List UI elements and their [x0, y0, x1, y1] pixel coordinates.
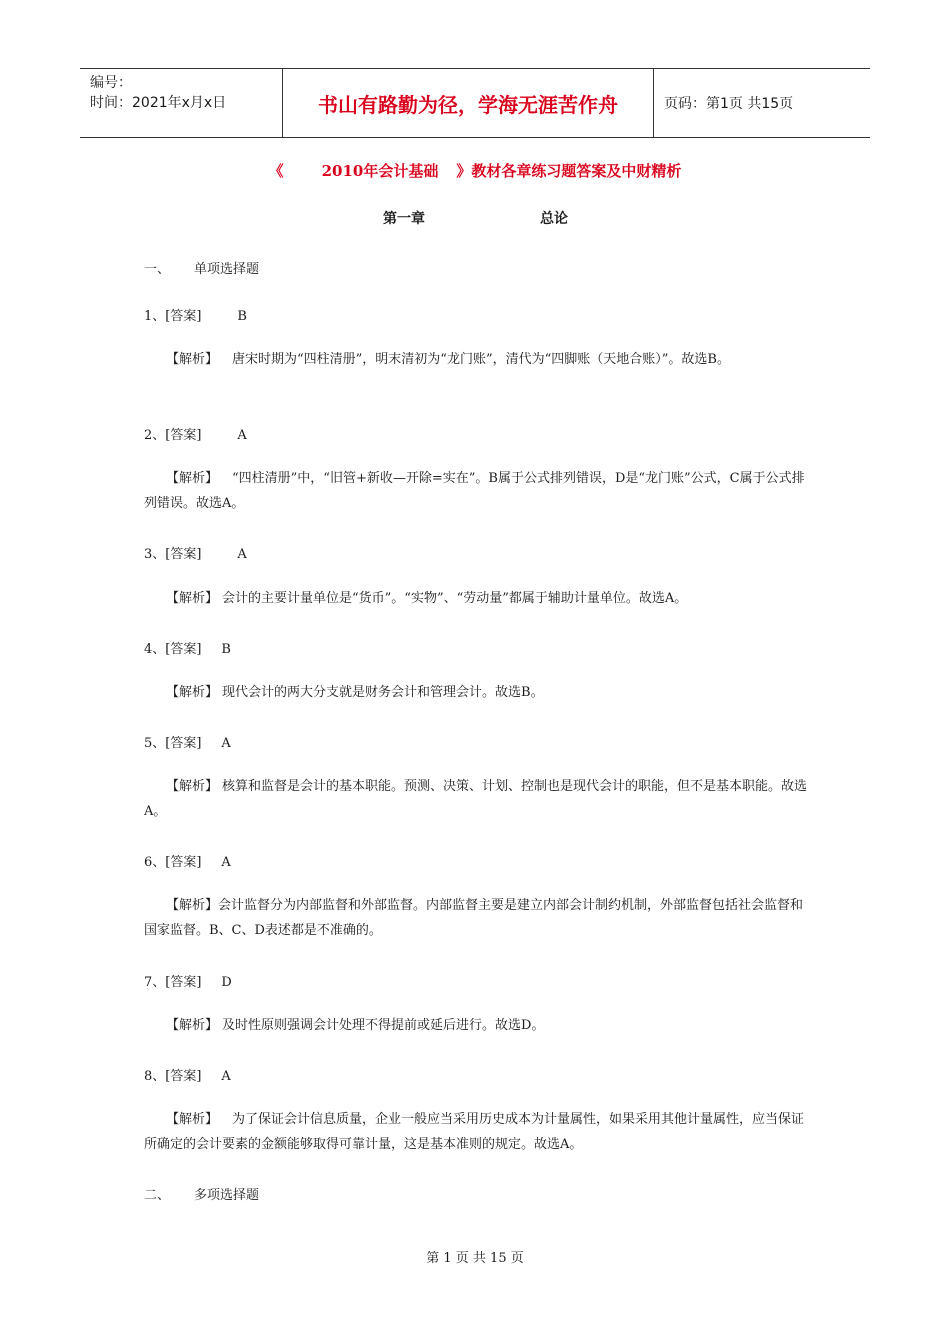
analysis-text: 唐宋时期为“四柱清册”，明末清初为“龙门账”，清代为“四脚账（天地合账）”。故选B。: [232, 352, 730, 367]
analysis-tag: 【解析】: [166, 779, 219, 794]
answer-line: [144, 732, 231, 751]
answer-value: A: [237, 547, 247, 562]
chapter-name: 总论: [540, 211, 568, 227]
answer-value: D: [221, 975, 232, 990]
analysis-text: 为了保证会计信息质量，企业一般应当采用历史成本为计量属性，如果采用其他计量属性，应当保证所确定的会计要素的金额能够取得可靠计量，这是基本准则的规定。故选A。: [144, 1112, 805, 1152]
section-name: 单项选择题: [194, 262, 260, 277]
title-text: 2010年会计基础: [321, 162, 439, 180]
answer-line: [144, 424, 247, 443]
analysis-text: 核算和监督是会计的基本职能。预测、决策、计划、控制也是现代会计的职能，但不是基本职能。故选A。: [144, 779, 808, 819]
analysis-text: 现代会计的两大分支就是财务会计和管理会计。故选B。: [222, 685, 544, 700]
answer-label: 1、[答案]: [144, 309, 202, 324]
analysis-paragraph: [144, 893, 808, 943]
answer-label: 3、[答案]: [144, 547, 202, 562]
analysis-text: 会计监督分为内部监督和外部监督。内部监督主要是建立内部会计制约机制，外部监督包括社会监督和国家监督。B、C、D表述都是不准确的。: [144, 898, 804, 938]
analysis-tag: 【解析】: [166, 591, 219, 606]
title-close: 》教材各章练习题答案及中财精析: [456, 162, 682, 180]
page-info: 页码：第1页 共15页: [664, 96, 794, 112]
answer-label: 7、[答案]: [144, 975, 202, 990]
analysis-tag: 【解析】: [166, 1112, 219, 1127]
analysis-tag: 【解析】: [166, 898, 219, 913]
answer-value: A: [221, 855, 231, 870]
analysis-paragraph: [144, 466, 808, 516]
analysis-paragraph: [144, 1107, 808, 1157]
header-table: [80, 68, 870, 138]
analysis-text: 及时性原则强调会计处理不得提前或延后进行。故选D。: [222, 1018, 545, 1033]
analysis-tag: 【解析】: [166, 352, 219, 367]
page-footer: 第 1 页 共 15 页: [426, 1251, 524, 1266]
analysis-tag: 【解析】: [166, 471, 219, 486]
motto: 书山有路勤为径，学海无涯苦作舟: [282, 69, 654, 137]
number-label: 编号：: [90, 75, 132, 91]
document-title: [0, 160, 950, 181]
answer-label: 6、[答案]: [144, 855, 202, 870]
answer-label: 5、[答案]: [144, 736, 202, 751]
date-label: 时间：2021年x月x日: [90, 95, 227, 111]
answer-value: B: [221, 642, 231, 657]
analysis-text: 会计的主要计量单位是“货币”。“实物”、“劳动量”都属于辅助计量单位。故选A。: [222, 591, 688, 606]
section-number: 二、: [144, 1188, 171, 1203]
section-name: 多项选择题: [194, 1188, 260, 1203]
analysis-paragraph: [144, 586, 808, 611]
answer-value: B: [237, 309, 247, 324]
analysis-text: “四柱清册”中，“旧管+新收—开除=实在”。B属于公式排列错误，D是“龙门账”公式，C属于公式排列错误。故选A。: [144, 471, 805, 511]
answer-line: [144, 305, 247, 324]
analysis-tag: 【解析】: [166, 685, 219, 700]
answer-label: 2、[答案]: [144, 428, 202, 443]
analysis-tag: 【解析】: [166, 1018, 219, 1033]
answer-line: [144, 1065, 231, 1084]
analysis-paragraph: [144, 680, 808, 705]
chapter-number: 第一章: [383, 211, 425, 227]
answer-value: A: [221, 1069, 231, 1084]
answer-line: [144, 638, 231, 657]
analysis-paragraph: [144, 1013, 808, 1038]
title-open-bracket: 《: [268, 162, 284, 180]
answer-label: 4、[答案]: [144, 642, 202, 657]
section-number: 一、: [144, 262, 171, 277]
answer-line: [144, 851, 231, 870]
header-left-cell: [80, 69, 282, 137]
answer-label: 8、[答案]: [144, 1069, 202, 1084]
analysis-paragraph: [144, 347, 808, 372]
section-heading: [144, 1184, 259, 1203]
answer-line: [144, 543, 247, 562]
answer-value: A: [221, 736, 231, 751]
answer-line: [144, 971, 232, 990]
section-heading: [144, 258, 259, 277]
analysis-paragraph: [144, 774, 808, 824]
answer-value: A: [237, 428, 247, 443]
